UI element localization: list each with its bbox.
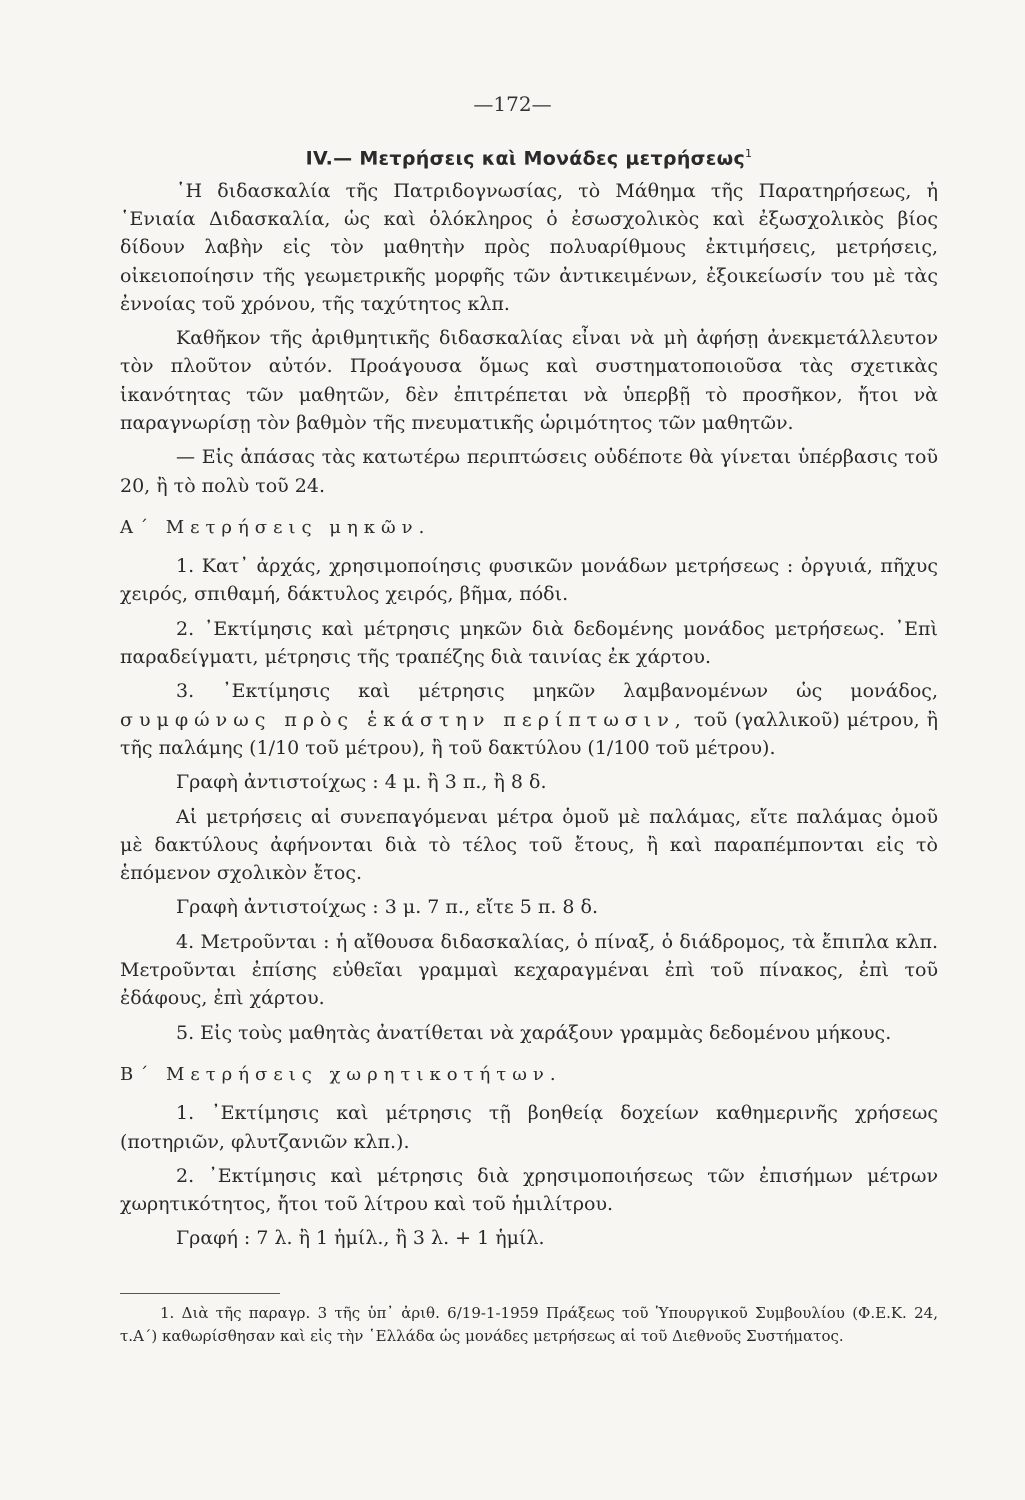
formula-1: Γραφὴ ἀντιστοίχως : 4 μ. ἢ 3 π., ἢ 8 δ. — [176, 771, 547, 794]
section-a-item-2: 2. ᾽Εκτίμησις καὶ μέτρησις μηκῶν διὰ δεδομένης μονάδος μετρήσεως. ᾽Επὶ παραδείγματι, μέτρησις τῆς τραπέζης διὰ ταινίας ἐκ χάρτου. — [120, 617, 938, 669]
section-a-item-3 — [120, 677, 938, 762]
formula-2: Γραφὴ ἀντιστοίχως : 3 μ. 7 π., εἴτε 5 π. 8 δ. — [176, 896, 599, 919]
section-b-item-2: 2. ᾽Εκτίμησις καὶ μέτρησις διὰ χρησιμοποιήσεως τῶν ἐπισήμων μέτρων χωρητικότητος, ἤτοι τοῦ λίτρου καὶ τοῦ ἡμιλίτρου. — [120, 1164, 938, 1216]
section-b-formula: Γραφή : 7 λ. ἢ 1 ἡμίλ., ἢ 3 λ. + 1 ἡμίλ. — [176, 1227, 545, 1250]
section-a-item-4: 4. Μετροῦνται : ἡ αἴθουσα διδασκαλίας, ὁ πίναξ, ὁ διάδρομος, τὰ ἔπιπλα κλπ. Μετροῦνται ἐπίσης εὐθεῖαι γραμμαὶ κεχαραγμέναι ἐπὶ τοῦ πίνακος, ἐπὶ τοῦ ἐδάφους, ἐπὶ χάρτου. — [120, 930, 938, 1010]
footnotes — [120, 1293, 938, 1348]
page-number: —172— — [473, 92, 552, 116]
item3-spaced-text: συμφώνως πρὸς ἑκάστην περίπτωσιν, — [120, 708, 687, 731]
section-b-title: Β΄ Μετρήσεις χωρητικοτήτων. — [120, 1063, 562, 1085]
item3-text-b: τοῦ (γαλλικοῦ) μέτρου, ἢ τῆς παλάμης (1/10 τοῦ μέτρου), ἢ τοῦ δακτύλου (1/100 τοῦ μέτρου). — [120, 708, 938, 759]
intro-paragraph-2: Καθῆκον τῆς ἀριθμητικῆς διδασκαλίας εἶναι νὰ μὴ ἀφήσῃ ἀνεκμετάλλευτον τὸν πλοῦτον αὐτόν. Προάγουσα ὅμως καὶ συστηματοποιοῦσα τὰς σχετικὰς ἱκανότητας τῶν μαθητῶν, δὲν ἐπιτρέπεται νὰ ὑπερβῇ τὸ προσῆκον, ἤτοι νὰ παραγνωρίσῃ τὸν βαθμὸν τῆς πνευματικῆς ὡριμότητος τῶν μαθητῶν. — [120, 327, 938, 434]
section-b-item-1: 1. ᾽Εκτίμησις καὶ μέτρησις τῇ βοηθείᾳ δοχείων καθημερινῆς χρήσεως (ποτηριῶν, φλυτζανιῶν κλπ.). — [120, 1102, 938, 1153]
footnote-mark: 1 — [745, 147, 753, 160]
intro-paragraph-1: ῾Η διδασκαλία τῆς Πατριδογνωσίας, τὸ Μάθημα τῆς Παρατηρήσεως, ἡ ῾Ενιαία Διδασκαλία, ὡς καὶ ὁλόκληρος ὁ ἐσωσχολικὸς καὶ ἐξωσχολικὸς βίος δίδουν λαβὴν εἰς τὸν μαθητὴν πρὸς πολυαρίθμους ἐκτιμήσεις, μετρήσεις, οἰκειοποίησιν τῆς γεωμετρικῆς μορφῆς τῶν ἀντικειμένων, ἐξοικείωσίν του μὲ τὰς ἐννοίας τοῦ χρόνου, τῆς ταχύτητος κλπ. — [120, 179, 938, 315]
footnote-1: 1. Διὰ τῆς παραγρ. 3 τῆς ὑπ᾽ ἀριθ. 6/19-1-1959 Πράξεως τοῦ Ὑπουργικοῦ Συμβουλίου (Φ.Ε.Κ. 24, τ.Α΄) καθωρίσθησαν καὶ εἰς τὴν ῾Ελλάδα ὡς μονάδες μετρήσεως αἱ τοῦ Διεθνοῦς Συστήματος. — [120, 1304, 938, 1345]
intro-paragraph-3: — Εἰς ἁπάσας τὰς κατωτέρω περιπτώσεις οὐδέποτε θὰ γίνεται ὑπέρβασις τοῦ 20, ἢ τὸ πολὺ τοῦ 24. — [120, 446, 938, 497]
section-a-item-5: 5. Εἰς τοὺς μαθητὰς ἀνατίθεται νὰ χαράξουν γραμμὰς δεδομένου μήκους. — [176, 1021, 892, 1044]
heading-label: IV.— Μετρήσεις καὶ Μονάδες μετρήσεως — [305, 147, 746, 170]
section-a-item-1: 1. Κατ᾽ ἀρχάς, χρησιμοποίησις φυσικῶν μονάδων μετρήσεως : ὀργυιά, πῆχυς χειρός, σπιθαμή, δάκτυλος χειρός, βῆμα, πόδι. — [120, 555, 938, 606]
section-a-title: Α΄ Μετρήσεις μηκῶν. — [120, 516, 431, 538]
footnote-rule — [120, 1293, 280, 1294]
section-heading — [120, 140, 938, 173]
body-text — [120, 140, 938, 1259]
item3-text-a: 3. ᾽Εκτίμησις καὶ μέτρησις μηκῶν λαμβανομένων ὡς μονάδος, — [176, 680, 938, 703]
section-a-measure-paragraph: Αἱ μετρήσεις αἱ συνεπαγόμεναι μέτρα ὁμοῦ μὲ παλάμας, εἴτε παλάμας ὁμοῦ μὲ δακτύλους ἀφήνονται διὰ τὸ τέλος τοῦ ἔτους, ἢ καὶ παραπέμπονται εἰς τὸ ἑπόμενον σχολικὸν ἔτος. — [120, 805, 938, 885]
